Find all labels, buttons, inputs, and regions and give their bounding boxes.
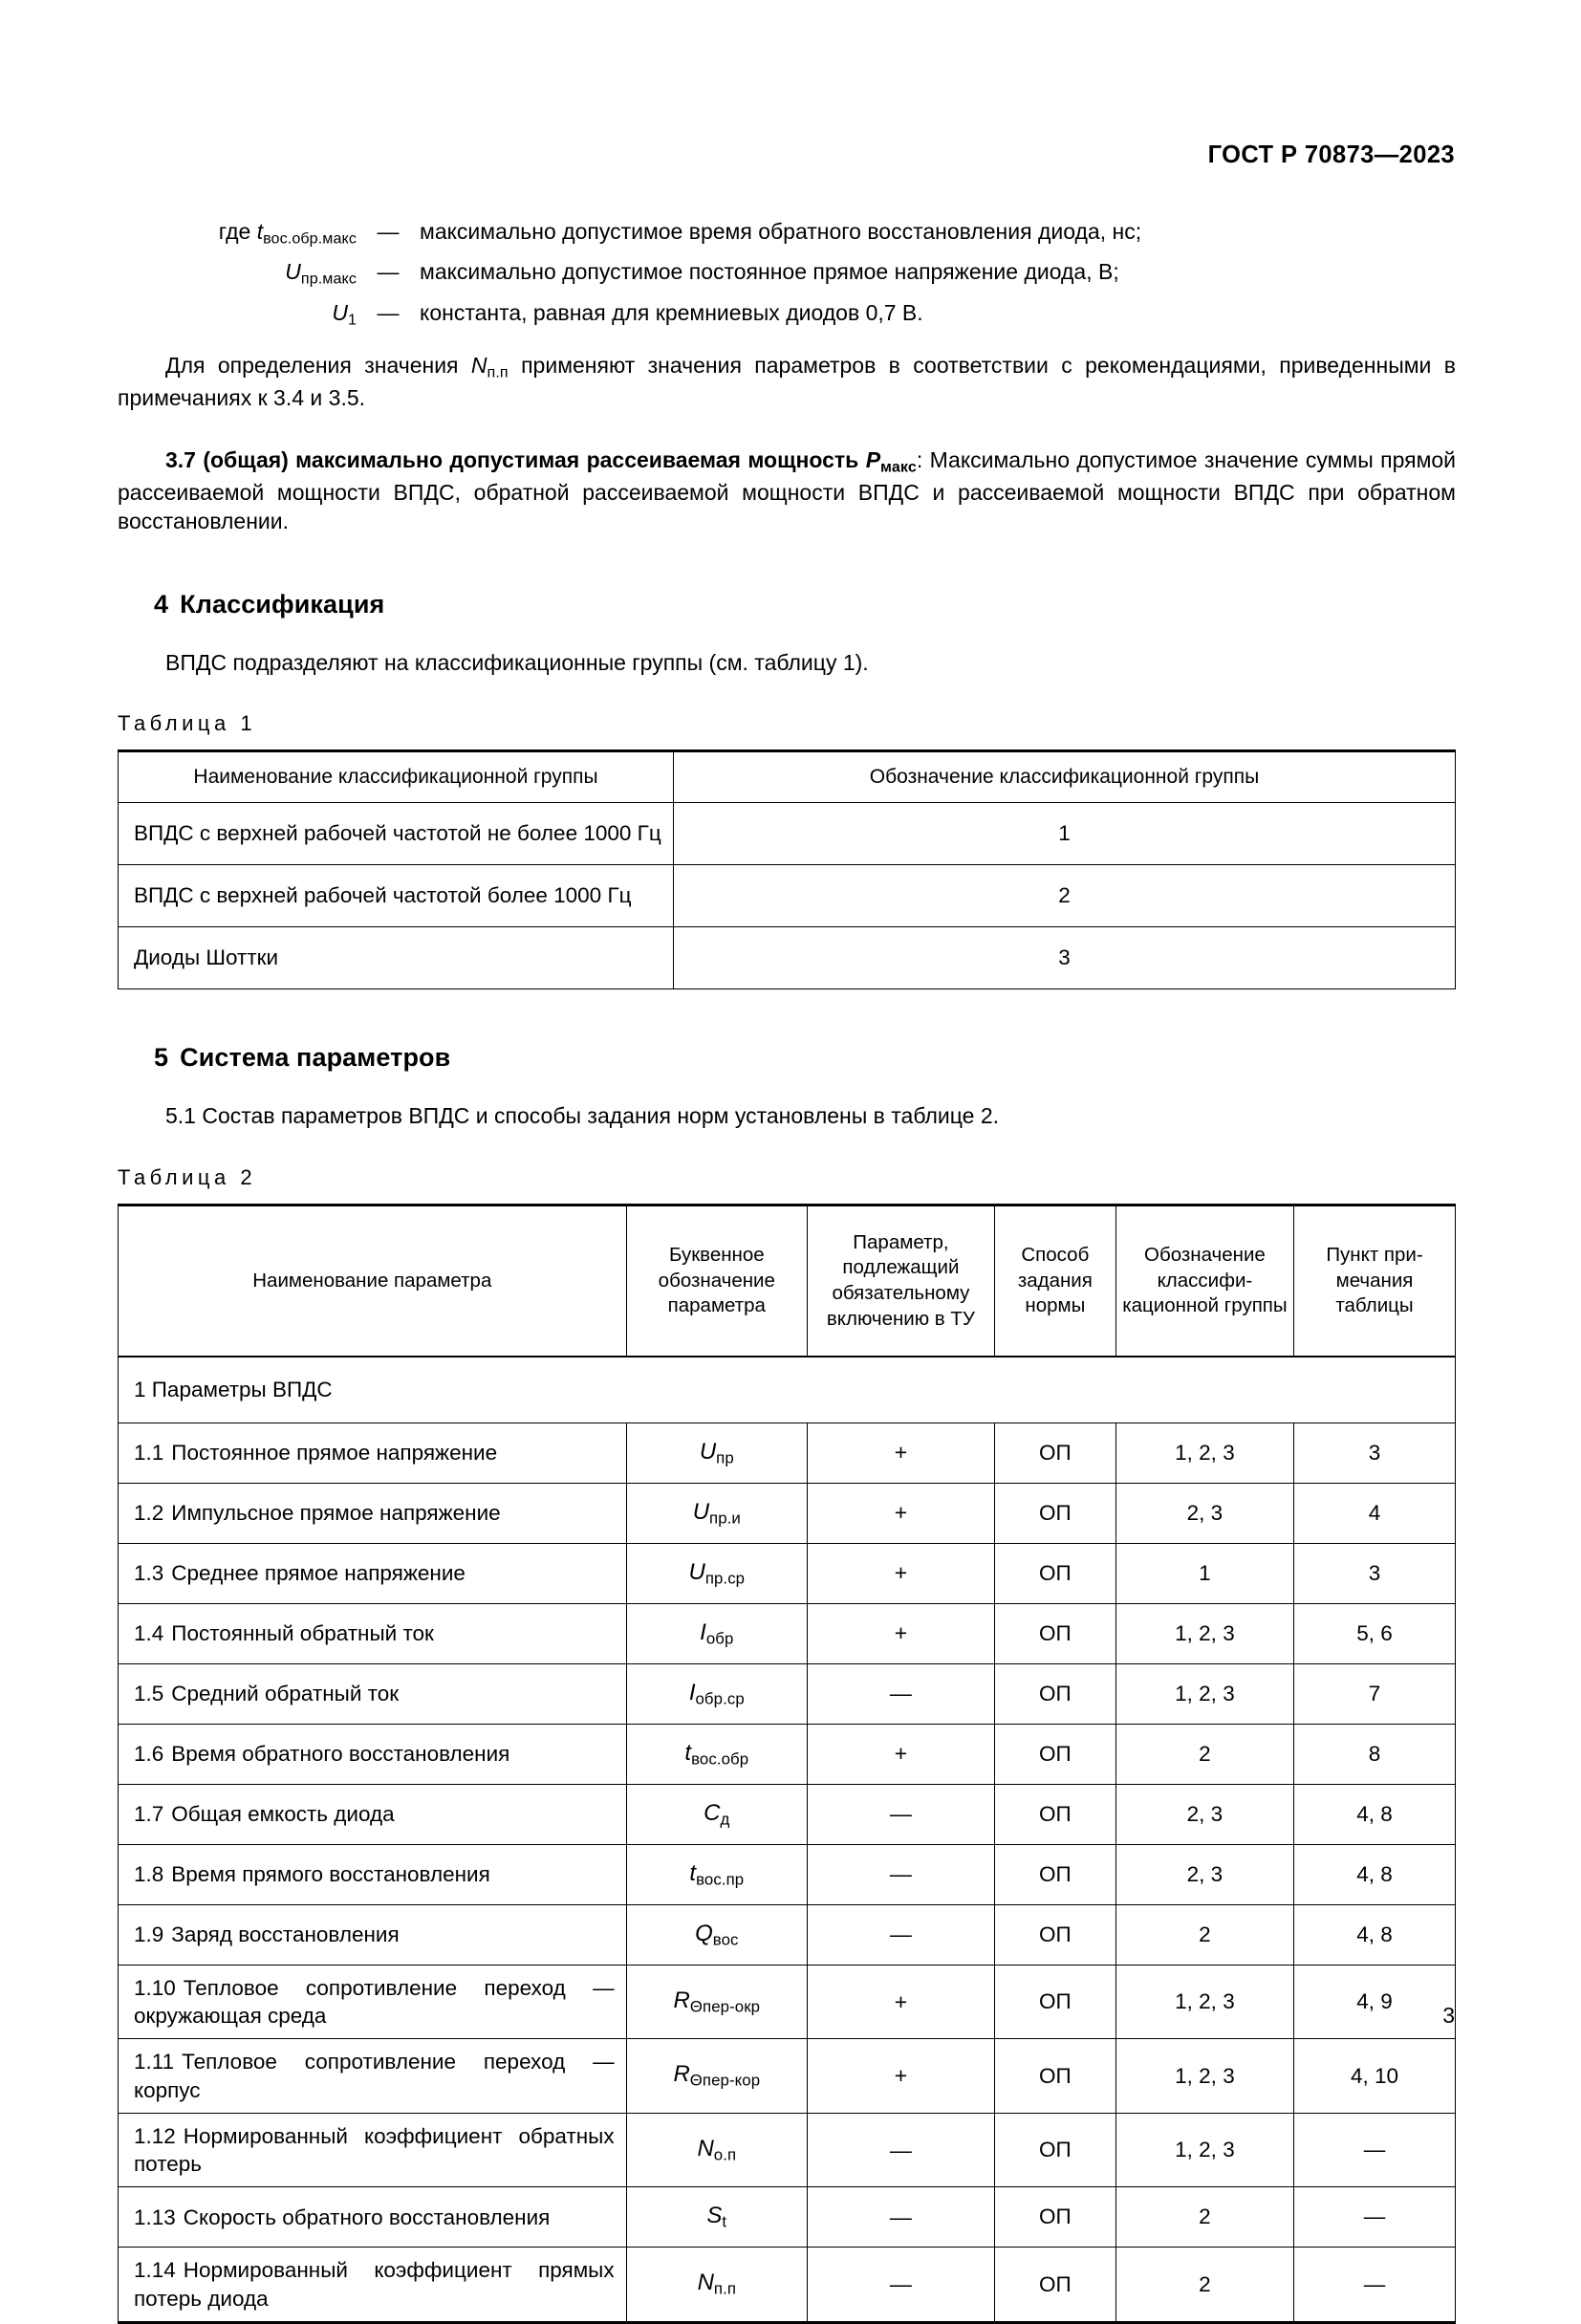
table-2-cell-group-code: 1, 2, 3 <box>1115 1603 1293 1663</box>
table-2-cell-index: 1.13 <box>134 2205 176 2229</box>
table-1-classification-groups <box>118 749 1456 989</box>
table-2-cell-note-item: 7 <box>1294 1663 1456 1724</box>
table-2-cell-index: 1.2 <box>134 1501 164 1526</box>
table-2-cell-note-item: 4, 10 <box>1294 2039 1456 2114</box>
table-2-cell-note-item: 4, 9 <box>1294 1965 1456 2039</box>
table-2-cell-parameter-name: 1.14 Нормированный коэффициент прямых потерь диода <box>119 2248 627 2323</box>
table-1-cell-group-code: 3 <box>674 927 1456 989</box>
table-2-cell-note-item: 8 <box>1294 1724 1456 1784</box>
table-2-cell-parameter-name: 1.6 Время обратного восстановления <box>119 1724 627 1784</box>
table-2-cell-mandatory-mark: + <box>808 1543 995 1603</box>
table-2-cell-group-code: 2 <box>1115 2248 1293 2323</box>
table-2-row <box>119 2039 1456 2114</box>
where-definition-row <box>118 299 1456 339</box>
table-2-cell-letter-symbol: $t_{вос.обр}$ <box>626 1724 807 1784</box>
table-2-cell-group-code: 1 <box>1115 1543 1293 1603</box>
table-2-cell-group-code: 1, 2, 3 <box>1115 2113 1293 2187</box>
table-1-cell-group-name: ВПДС с верхней рабочей частотой более 1000 Гц <box>119 865 674 927</box>
table-2-cell-index: 1.3 <box>134 1561 164 1586</box>
table-2-cell-group-code: 1, 2, 3 <box>1115 1663 1293 1724</box>
table-2-cell-norm-method: ОП <box>994 2039 1115 2114</box>
table-2-cell-note-item: 4, 8 <box>1294 1784 1456 1844</box>
table-2-cell-letter-symbol: $N_{о.п}$ <box>626 2113 807 2187</box>
table-2-row <box>119 1965 1456 2039</box>
table-2-cell-norm-method: ОП <box>994 1965 1115 2039</box>
table-2-parameter-system <box>118 1204 1456 2324</box>
paragraph-np-determination <box>118 351 1456 412</box>
table-2-cell-norm-method: ОП <box>994 1663 1115 1724</box>
where-description: константа, равная для кремниевых диодов 0,7 В. <box>420 299 923 325</box>
table-2-cell-norm-method: ОП <box>994 1724 1115 1784</box>
clause-3-7-colon: : <box>916 446 923 472</box>
table-2-cell-norm-method: ОП <box>994 1603 1115 1663</box>
table-2-row <box>119 1603 1456 1663</box>
table-2-cell-group-code: 2 <box>1115 1904 1293 1965</box>
table-2-cell-note-item: 4, 8 <box>1294 1904 1456 1965</box>
table-2-cell-parameter-name: 1.7 Общая емкость диода <box>119 1784 627 1844</box>
symbol-p-maks: $P_{макс}$ <box>865 446 917 476</box>
table-2-cell-mandatory-mark: — <box>808 2113 995 2187</box>
table-2-cell-group-code: 1, 2, 3 <box>1115 1423 1293 1483</box>
table-2-caption: Таблица 2 <box>118 1164 257 1189</box>
table-2-cell-parameter-name: 1.8 Время прямого восстановления <box>119 1844 627 1904</box>
where-description: максимально допустимое время обратного восстановления диода, нс; <box>420 219 1142 244</box>
table-2-cell-mandatory-mark: + <box>808 2039 995 2114</box>
table-2-header-parameter-name: Наименование параметра <box>119 1205 627 1357</box>
table-2-cell-index: 1.6 <box>134 1742 164 1767</box>
table-2-cell-mandatory-mark: — <box>808 2248 995 2323</box>
table-2-cell-index: 1.5 <box>134 1682 164 1706</box>
table-2-cell-parameter-name: 1.2 Импульсное прямое напряжение <box>119 1483 627 1543</box>
table-1-header-row <box>119 751 1456 803</box>
table-2-row <box>119 1663 1456 1724</box>
section-5-title: Система параметров <box>180 1043 451 1073</box>
table-2-cell-mandatory-mark: + <box>808 1965 995 2039</box>
table-2-cell-group-code: 2, 3 <box>1115 1483 1293 1543</box>
table-1-header-name: Наименование классификационной группы <box>119 751 674 803</box>
table-2-header-norm-method: Способ задания нормы <box>994 1205 1115 1357</box>
table-2-cell-note-item: 3 <box>1294 1543 1456 1603</box>
table-2-cell-note-item: — <box>1294 2248 1456 2323</box>
table-2-cell-note-item: 5, 6 <box>1294 1603 1456 1663</box>
table-2-cell-norm-method: ОП <box>994 2187 1115 2248</box>
table-2-cell-index: 1.7 <box>134 1802 164 1827</box>
table-2-cell-letter-symbol: $R_{\Theta пер-окр}$ <box>626 1965 807 2039</box>
table-2-cell-parameter-name: 1.13 Скорость обратного восстановления <box>119 2187 627 2248</box>
table-2-cell-parameter-name: 1.4 Постоянный обратный ток <box>119 1603 627 1663</box>
table-2-cell-group-code: 1, 2, 3 <box>1115 2039 1293 2114</box>
table-2-row <box>119 1904 1456 1965</box>
table-2-cell-mandatory-mark: + <box>808 1603 995 1663</box>
table-2-cell-index: 1.9 <box>134 1922 164 1947</box>
where-symbol: где $t_{вос.обр.макс}$ <box>218 219 357 248</box>
table-2-cell-index: 1.11 <box>134 2050 175 2074</box>
table-1-cell-group-name: ВПДС с верхней рабочей частотой не более 1000 Гц <box>119 803 674 865</box>
where-dash: — <box>377 299 400 325</box>
table-2-header-row <box>119 1205 1456 1357</box>
table-2-cell-norm-method: ОП <box>994 1784 1115 1844</box>
table-1-cell-group-code: 1 <box>674 803 1456 865</box>
table-2-row <box>119 1844 1456 1904</box>
table-2-cell-norm-method: ОП <box>994 1904 1115 1965</box>
table-2-cell-letter-symbol: $I_{обр.ср}$ <box>626 1663 807 1724</box>
table-2-cell-mandatory-mark: + <box>808 1483 995 1543</box>
table-2-cell-index: 1.10 <box>134 1975 176 2000</box>
table-2-cell-parameter-name: 1.3 Среднее прямое напряжение <box>119 1543 627 1603</box>
symbol-n-pp: $N_{п.п}$ <box>470 353 509 381</box>
table-2-cell-letter-symbol: $U_{пр.ср}$ <box>626 1543 807 1603</box>
table-2-row <box>119 1483 1456 1543</box>
table-2-cell-index: 1.8 <box>134 1862 164 1887</box>
table-1-row <box>119 865 1456 927</box>
table-2-row <box>119 1784 1456 1844</box>
table-2-cell-letter-symbol: $U_{пр}$ <box>626 1423 807 1483</box>
table-2-row <box>119 2248 1456 2323</box>
where-dash: — <box>377 259 400 285</box>
table-1-row <box>119 803 1456 865</box>
table-2-cell-note-item: 3 <box>1294 1423 1456 1483</box>
table-1-caption: Таблица 1 <box>118 711 257 736</box>
table-2-row <box>119 1724 1456 1784</box>
table-2-cell-parameter-name: 1.12 Нормированный коэффициент обратных потерь <box>119 2113 627 2187</box>
table-2-cell-index: 1.4 <box>134 1621 164 1646</box>
table-1-cell-group-name: Диоды Шоттки <box>119 927 674 989</box>
table-2-cell-mandatory-mark: + <box>808 1423 995 1483</box>
section-4-title: Классификация <box>180 589 385 619</box>
where-symbol: $U_1$ <box>332 299 357 329</box>
table-2-cell-letter-symbol: $I_{обр}$ <box>626 1603 807 1663</box>
table-2-row <box>119 2113 1456 2187</box>
table-2-cell-norm-method: ОП <box>994 2113 1115 2187</box>
table-2-cell-group-code: 2 <box>1115 1724 1293 1784</box>
paragraph-np-part1: Для определения значения <box>165 353 471 379</box>
clause-3-7-definition: Максимально допустимое значение суммы прямой рассеиваемой мощности ВПДС, обратной рассеиваемой мощности ВПДС и рассеиваемой мощности ВПДС при обратном восстановлении. <box>118 446 1457 534</box>
table-2-cell-note-item: 4, 8 <box>1294 1844 1456 1904</box>
table-2-header-group-code: Обозначение классифи-кационной группы <box>1115 1205 1293 1357</box>
table-2-cell-letter-symbol: $Q_{вос}$ <box>626 1904 807 1965</box>
table-2-cell-parameter-name: 1.5 Средний обратный ток <box>119 1663 627 1724</box>
page-number: 3 <box>1442 2003 1455 2028</box>
table-2-cell-note-item: — <box>1294 2113 1456 2187</box>
table-2-cell-index: 1.12 <box>134 2123 176 2148</box>
clause-3-7 <box>118 445 1456 536</box>
clause-3-7-number: 3.7 <box>165 446 196 472</box>
table-2-header-mandatory-tu: Параметр, подлежащий обязательному включению в ТУ <box>808 1205 995 1357</box>
document-header-standard-number: ГОСТ Р 70873—2023 <box>1207 141 1455 168</box>
table-1-cell-group-code: 2 <box>674 865 1456 927</box>
table-2-group-label: 1 Параметры ВПДС <box>119 1357 1456 1423</box>
table-2-cell-letter-symbol: $S_t$ <box>626 2187 807 2248</box>
table-2-cell-mandatory-mark: — <box>808 1784 995 1844</box>
table-2-cell-parameter-name: 1.10 Тепловое сопротивление переход — окружающая среда <box>119 1965 627 2039</box>
table-2-cell-letter-symbol: $N_{п.п}$ <box>626 2248 807 2323</box>
section-5-clause-5-1: 5.1 Состав параметров ВПДС и способы задания норм установлены в таблице 2. <box>165 1103 1000 1129</box>
table-2-cell-norm-method: ОП <box>994 1483 1115 1543</box>
table-2-cell-mandatory-mark: — <box>808 1904 995 1965</box>
section-heading-4 <box>154 590 1456 619</box>
table-2-cell-note-item: — <box>1294 2187 1456 2248</box>
table-2-cell-norm-method: ОП <box>994 1844 1115 1904</box>
table-2-cell-group-code: 2, 3 <box>1115 1784 1293 1844</box>
table-2-cell-parameter-name: 1.1 Постоянное прямое напряжение <box>119 1423 627 1483</box>
table-2-cell-parameter-name: 1.9 Заряд восстановления <box>119 1904 627 1965</box>
table-2-cell-letter-symbol: $C_д$ <box>626 1784 807 1844</box>
table-2-cell-letter-symbol: $U_{пр.и}$ <box>626 1483 807 1543</box>
section-5-number: 5 <box>154 1043 169 1073</box>
table-2-row <box>119 2187 1456 2248</box>
section-heading-5 <box>154 1043 1456 1073</box>
table-2-cell-norm-method: ОП <box>994 2248 1115 2323</box>
page-content <box>118 218 1456 2324</box>
table-2-cell-letter-symbol: $t_{вос.пр}$ <box>626 1844 807 1904</box>
table-2-header-note-item: Пункт при-мечания таблицы <box>1294 1205 1456 1357</box>
table-2-cell-mandatory-mark: — <box>808 1844 995 1904</box>
table-2-cell-parameter-name: 1.11 Тепловое сопротивление переход — корпус <box>119 2039 627 2114</box>
table-2-cell-group-code: 2, 3 <box>1115 1844 1293 1904</box>
where-definition-row <box>118 258 1456 298</box>
table-2-cell-mandatory-mark: — <box>808 1663 995 1724</box>
table-2-cell-mandatory-mark: — <box>808 2187 995 2248</box>
section-4-intro: ВПДС подразделяют на классификационные группы (см. таблицу 1). <box>165 649 869 675</box>
clause-3-7-term: (общая) максимально допустимая рассеиваемая мощность <box>203 446 859 472</box>
where-symbol: $U_{пр.макс}$ <box>285 259 357 288</box>
table-2-group-row <box>119 1357 1456 1423</box>
where-definitions-list <box>118 218 1456 339</box>
table-2-cell-index: 1.14 <box>134 2258 176 2283</box>
table-2-row <box>119 1423 1456 1483</box>
table-2-cell-norm-method: ОП <box>994 1423 1115 1483</box>
table-2-cell-group-code: 2 <box>1115 2187 1293 2248</box>
section-4-number: 4 <box>154 589 169 619</box>
where-description: максимально допустимое постоянное прямое напряжение диода, В; <box>420 259 1119 285</box>
where-definition-row <box>118 218 1456 258</box>
table-2-header-letter-symbol: Буквенное обозначение параметра <box>626 1205 807 1357</box>
table-1-header-code: Обозначение классификационной группы <box>674 751 1456 803</box>
paragraph-np-part2: применяют значения параметров в соответствии с рекомендациями, приведенными в примечаниях к 3.4 и 3.5. <box>118 353 1456 411</box>
table-2-cell-norm-method: ОП <box>994 1543 1115 1603</box>
where-dash: — <box>377 219 400 244</box>
table-2-row <box>119 1543 1456 1603</box>
table-1-row <box>119 927 1456 989</box>
table-2-cell-index: 1.1 <box>134 1441 164 1466</box>
table-2-cell-group-code: 1, 2, 3 <box>1115 1965 1293 2039</box>
table-2-cell-mandatory-mark: + <box>808 1724 995 1784</box>
table-2-cell-note-item: 4 <box>1294 1483 1456 1543</box>
table-2-cell-letter-symbol: $R_{\Theta пер-кор}$ <box>626 2039 807 2114</box>
